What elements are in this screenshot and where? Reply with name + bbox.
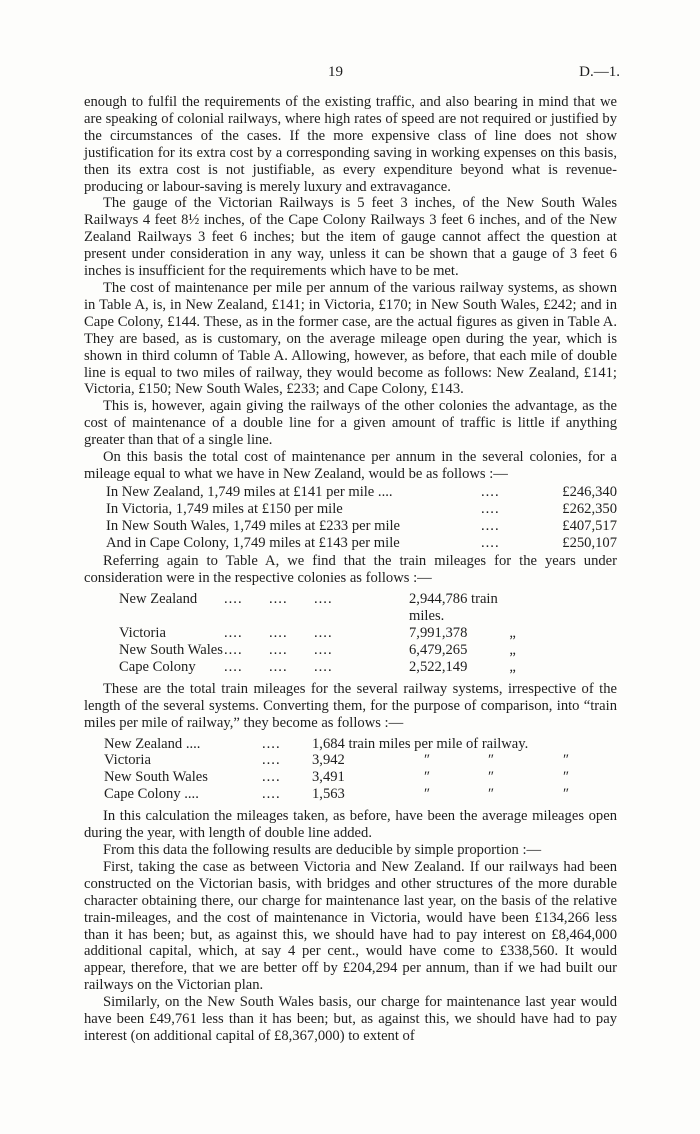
table-cell-value: 7,991,378 xyxy=(409,625,468,642)
table-cell-colony: New Zealand .... xyxy=(104,735,201,752)
dot-leader: .... xyxy=(224,625,243,642)
paragraph: This is, however, again giving the railways of the other colonies the advantage, as the cost of maintenance of a double line for a given amount of traffic is little if anything greater than that of a single line. xyxy=(84,398,617,449)
table-cell-value: 3,491 xyxy=(312,769,345,786)
paragraph: These are the total train mileages for the several railway systems, irrespective of the length of the several systems. Converting them, for the purpose of comparison, into “train miles per mile of railway,” they become as follows :— xyxy=(84,680,617,731)
paragraph: Referring again to Table A, we find that the train mileages for the years under consideration were in the respective colonies as follows :— xyxy=(84,553,617,587)
train-mileage-table xyxy=(84,591,617,676)
dot-leader: .... xyxy=(224,591,243,608)
dot-leader: .... xyxy=(262,769,281,786)
paragraph: From this data the following results are deducible by simple proportion :— xyxy=(103,841,542,858)
table-cell-colony: Victoria xyxy=(119,625,166,642)
dot-leader: .... xyxy=(269,625,288,642)
ditto-mark: ″ xyxy=(488,769,495,786)
paragraph: Similarly, on the New South Wales basis, our charge for maintenance last year would have been £49,761 less than it has been; but, as against this, we should have had to pay interest (on additional capital of £8,367,000) to extent of xyxy=(84,994,617,1044)
ditto-mark: ″ xyxy=(488,752,495,769)
dot-leader: .... xyxy=(262,752,281,769)
table-cell-label: In New South Wales, 1,749 miles at £233 per mile xyxy=(106,517,401,534)
table-cell-amount: £262,350 xyxy=(562,500,617,517)
train-miles-per-mile-table xyxy=(84,736,617,804)
document-code: D.—1. xyxy=(579,64,620,80)
body-text xyxy=(84,94,617,1045)
table-cell-colony: Cape Colony xyxy=(119,658,196,675)
dot-leader: .... xyxy=(481,517,500,534)
page-number: 19 xyxy=(328,64,343,80)
dot-leader: .... xyxy=(314,658,333,675)
dot-leader: .... xyxy=(224,642,243,658)
table-cell-value: 2,944,786 train miles. xyxy=(409,591,498,625)
ditto-mark: ″ xyxy=(563,752,570,769)
ditto-mark: ″ xyxy=(424,752,431,769)
ditto-mark: „ xyxy=(509,625,516,642)
table-cell-amount: £246,340 xyxy=(562,483,617,500)
table-cell-label: In Victoria, 1,749 miles at £150 per mile xyxy=(106,500,343,517)
ditto-mark: ″ xyxy=(563,786,570,803)
table-cell-value: 1,563 xyxy=(312,786,345,803)
ditto-mark: ″ xyxy=(563,769,570,786)
ditto-mark: ″ xyxy=(488,786,495,803)
table-cell-label: In New Zealand, 1,749 miles at £141 per mile .... xyxy=(106,483,393,500)
dot-leader: .... xyxy=(224,658,243,675)
table-cell-colony: New South Wales xyxy=(104,769,208,786)
paragraph: In this calculation the mileages taken, as before, have been the average mileages open during the year, with length of double line added. xyxy=(84,808,617,842)
table-cell-label: And in Cape Colony, 1,749 miles at £143 per mile xyxy=(106,534,400,551)
table-cell-value: 6,479,265 xyxy=(409,642,468,658)
paragraph: The gauge of the Victorian Railways is 5 feet 3 inches, of the New South Wales Railways 4 feet 8½ inches, of the Cape Colony Railways 3 feet 6 inches, and of the New Zealand Railways 3 feet 6 inches; but the item of gauge cannot affect the question at present under consideration in any way, unless it can be shown that a gauge of 3 feet 6 inches is insufficient for the requirements which have to be met. xyxy=(84,195,617,280)
dot-leader: .... xyxy=(481,534,500,551)
table-cell-colony: New South Wales xyxy=(119,642,223,658)
paragraph: The cost of maintenance per mile per annum of the various railway systems, as shown in Table A, is, in New Zealand, £141; in Victoria, £170; in New South Wales, £242; and in Cape Colony, £144. These, as in the former case, are the actual figures as given in Table A. They are based, as is customary, on the average mileage open during the year, which is shown in third column of Table A. Allowing, however, as before, that each mile of double line is equal to two miles of railway, they would become as follows: New Zealand, £141; Victoria, £150; New South Wales, £233; and Cape Colony, £143. xyxy=(84,279,617,398)
table-cell-colony: New Zealand xyxy=(119,591,198,608)
ditto-mark: „ xyxy=(509,642,516,658)
paragraph: On this basis the total cost of maintenance per annum in the several colonies, for a mileage equal to what we have in New Zealand, would be as follows :— xyxy=(84,449,617,482)
table-cell-amount: £250,107 xyxy=(562,534,617,551)
dot-leader: .... xyxy=(314,591,333,608)
dot-leader: .... xyxy=(269,658,288,675)
maintenance-cost-table xyxy=(84,484,617,552)
dot-leader: .... xyxy=(269,591,288,608)
ditto-mark: ″ xyxy=(424,786,431,803)
dot-leader: .... xyxy=(314,625,333,642)
ditto-mark: ″ xyxy=(424,769,431,786)
dot-leader: .... xyxy=(481,483,500,500)
table-cell-colony: Victoria xyxy=(104,752,151,769)
paragraph: enough to fulfil the requirements of the existing traffic, and also bearing in mind that we are speaking of colonial railways, where high rates of speed are not required or justified by the circumstances of the cases. If the more expensive class of line does not show justification for its extra cost by a corresponding saving in working expenses on this basis, then its extra cost is not justifiable, as every expenditure beyond what is revenue-producing or labour-saving is merely luxury and extravagance. xyxy=(84,94,617,195)
ditto-mark: „ xyxy=(509,658,516,675)
dot-leader: .... xyxy=(262,786,281,803)
dot-leader: .... xyxy=(269,642,288,658)
table-cell-amount: £407,517 xyxy=(562,517,617,534)
table-cell-colony: Cape Colony .... xyxy=(104,786,199,803)
dot-leader: .... xyxy=(262,735,281,752)
paragraph: First, taking the case as between Victoria and New Zealand. If our railways had been constructed on the Victorian basis, with bridges and other structures of the more durable character obtaining there, our charge for maintenance last year, on the basis of the relative train-mileages, and the cost of maintenance in Victoria, would have been £134,266 less than it has been; but, as against this, we should have had to pay interest on £8,464,000 additional capital, which, at say 4 per cent., would have come to £338,560. It would appear, therefore, that we are better off by £204,294 per annum, than if we had built our railways on the Victorian plan. xyxy=(84,858,617,994)
table-cell-value: 1,684 train miles per mile of railway. xyxy=(312,735,529,752)
dot-leader: .... xyxy=(314,642,333,658)
dot-leader: .... xyxy=(481,500,500,517)
table-cell-value: 2,522,149 xyxy=(409,658,468,675)
table-cell-value: 3,942 xyxy=(312,752,345,769)
